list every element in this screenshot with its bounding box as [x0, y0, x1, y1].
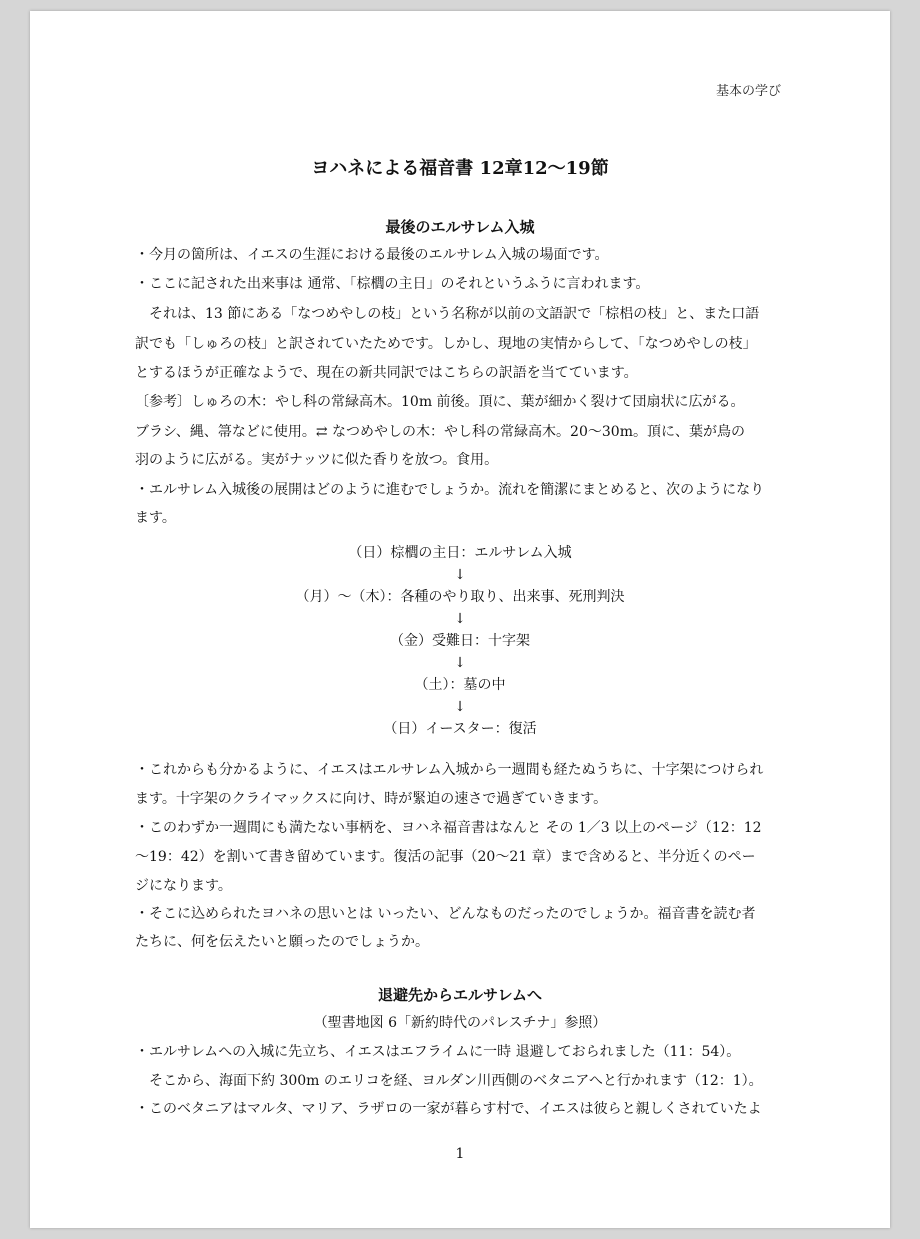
paragraph-line: ジになります。: [135, 878, 232, 894]
paragraph-line: 〔参考〕しゅろの木：やし科の常緑高木。10m 前後。頂に、葉が細かく裂けて団扇状に広がる。: [135, 394, 745, 410]
section-heading-2: 退避先からエルサレムへ: [377, 986, 543, 1004]
paragraph-line: ・ここに記された出来事は 通常、「棕櫚の主日」のそれというふうに言われます。: [135, 276, 650, 292]
flow-step-mon-thu: （月）〜（木）：各種のやり取り、出来事、死刑判決: [295, 589, 625, 605]
document-title: ヨハネによる福音書 12章12〜19節: [311, 158, 609, 179]
paragraph-line: ます。: [135, 510, 176, 526]
down-arrow-icon: ↓: [454, 567, 466, 583]
paragraph-line: 〜19：42）を割いて書き留めています。復活の記事（20〜21 章）まで含めると、半分近くのペー: [135, 849, 756, 865]
paragraph-line: ・これからも分かるように、イエスはエルサレム入城から一週間も経たぬうちに、十字架につけられ: [135, 762, 764, 778]
flow-step-saturday: （土）：墓の中: [414, 677, 506, 693]
down-arrow-icon: ↓: [454, 611, 466, 627]
section-subheading: （聖書地図 6「新約時代のパレスチナ」参照）: [313, 1015, 607, 1031]
paragraph-line: 訳でも「しゅろの枝」と訳されていたためです。しかし、現地の実情からして、「なつめやしの枝」: [135, 336, 757, 352]
paragraph-line: そこから、海面下約 300m のエリコを経、ヨルダン川西側のベタニアへと行かれます（12：1）。: [135, 1073, 763, 1089]
down-arrow-icon: ↓: [454, 655, 466, 671]
section-heading-1: 最後のエルサレム入城: [385, 218, 535, 236]
paragraph-line: 羽のように広がる。実がナッツに似た香りを放つ。食用。: [135, 452, 499, 468]
paragraph-line: ・このわずか一週間にも満たない事柄を、ヨハネ福音書はなんと その 1／3 以上のページ（12：12: [135, 820, 762, 836]
header-label: 基本の学び: [716, 84, 782, 99]
paragraph-line: ・今月の箇所は、イエスの生涯における最後のエルサレム入城の場面です。: [135, 247, 609, 263]
paragraph-line: それは、13 節にある「なつめやしの枝」という名称が以前の文語訳で「棕梠の枝」と、また口語: [135, 306, 760, 322]
down-arrow-icon: ↓: [454, 699, 466, 715]
page-number: 1: [455, 1146, 465, 1162]
paragraph-line: ・そこに込められたヨハネの思いとは いったい、どんなものだったのでしょうか。福音書を読む者: [135, 906, 756, 922]
flow-step-sunday: （日）棕櫚の主日：エルサレム入城: [348, 545, 572, 561]
paragraph-line: ます。十字架のクライマックスに向け、時が緊迫の速さで過ぎていきます。: [135, 791, 608, 807]
flow-step-easter: （日）イースター：復活: [383, 721, 537, 737]
flow-step-friday: （金）受難日：十字架: [390, 633, 530, 649]
paragraph-line: ・このベタニアはマルタ、マリア、ラザロの一家が暮らす村で、イエスは彼らと親しくされていたよ: [135, 1101, 762, 1117]
paragraph-line: たちに、何を伝えたいと願ったのでしょうか。: [135, 934, 429, 950]
paragraph-line: ・エルサレムへの入城に先立ち、イエスはエフライムに一時 退避しておられました（11：54）。: [135, 1044, 741, 1060]
paragraph-line: とするほうが正確なようで、現在の新共同訳ではこちらの訳語を当てています。: [135, 365, 638, 381]
paragraph-line: ブラシ、縄、箒などに使用。⇄ なつめやしの木：やし科の常緑高木。20〜30m。頂に、葉が鳥の: [135, 424, 745, 440]
paragraph-line: ・エルサレム入城後の展開はどのように進むでしょうか。流れを簡潔にまとめると、次のようになり: [135, 482, 765, 498]
